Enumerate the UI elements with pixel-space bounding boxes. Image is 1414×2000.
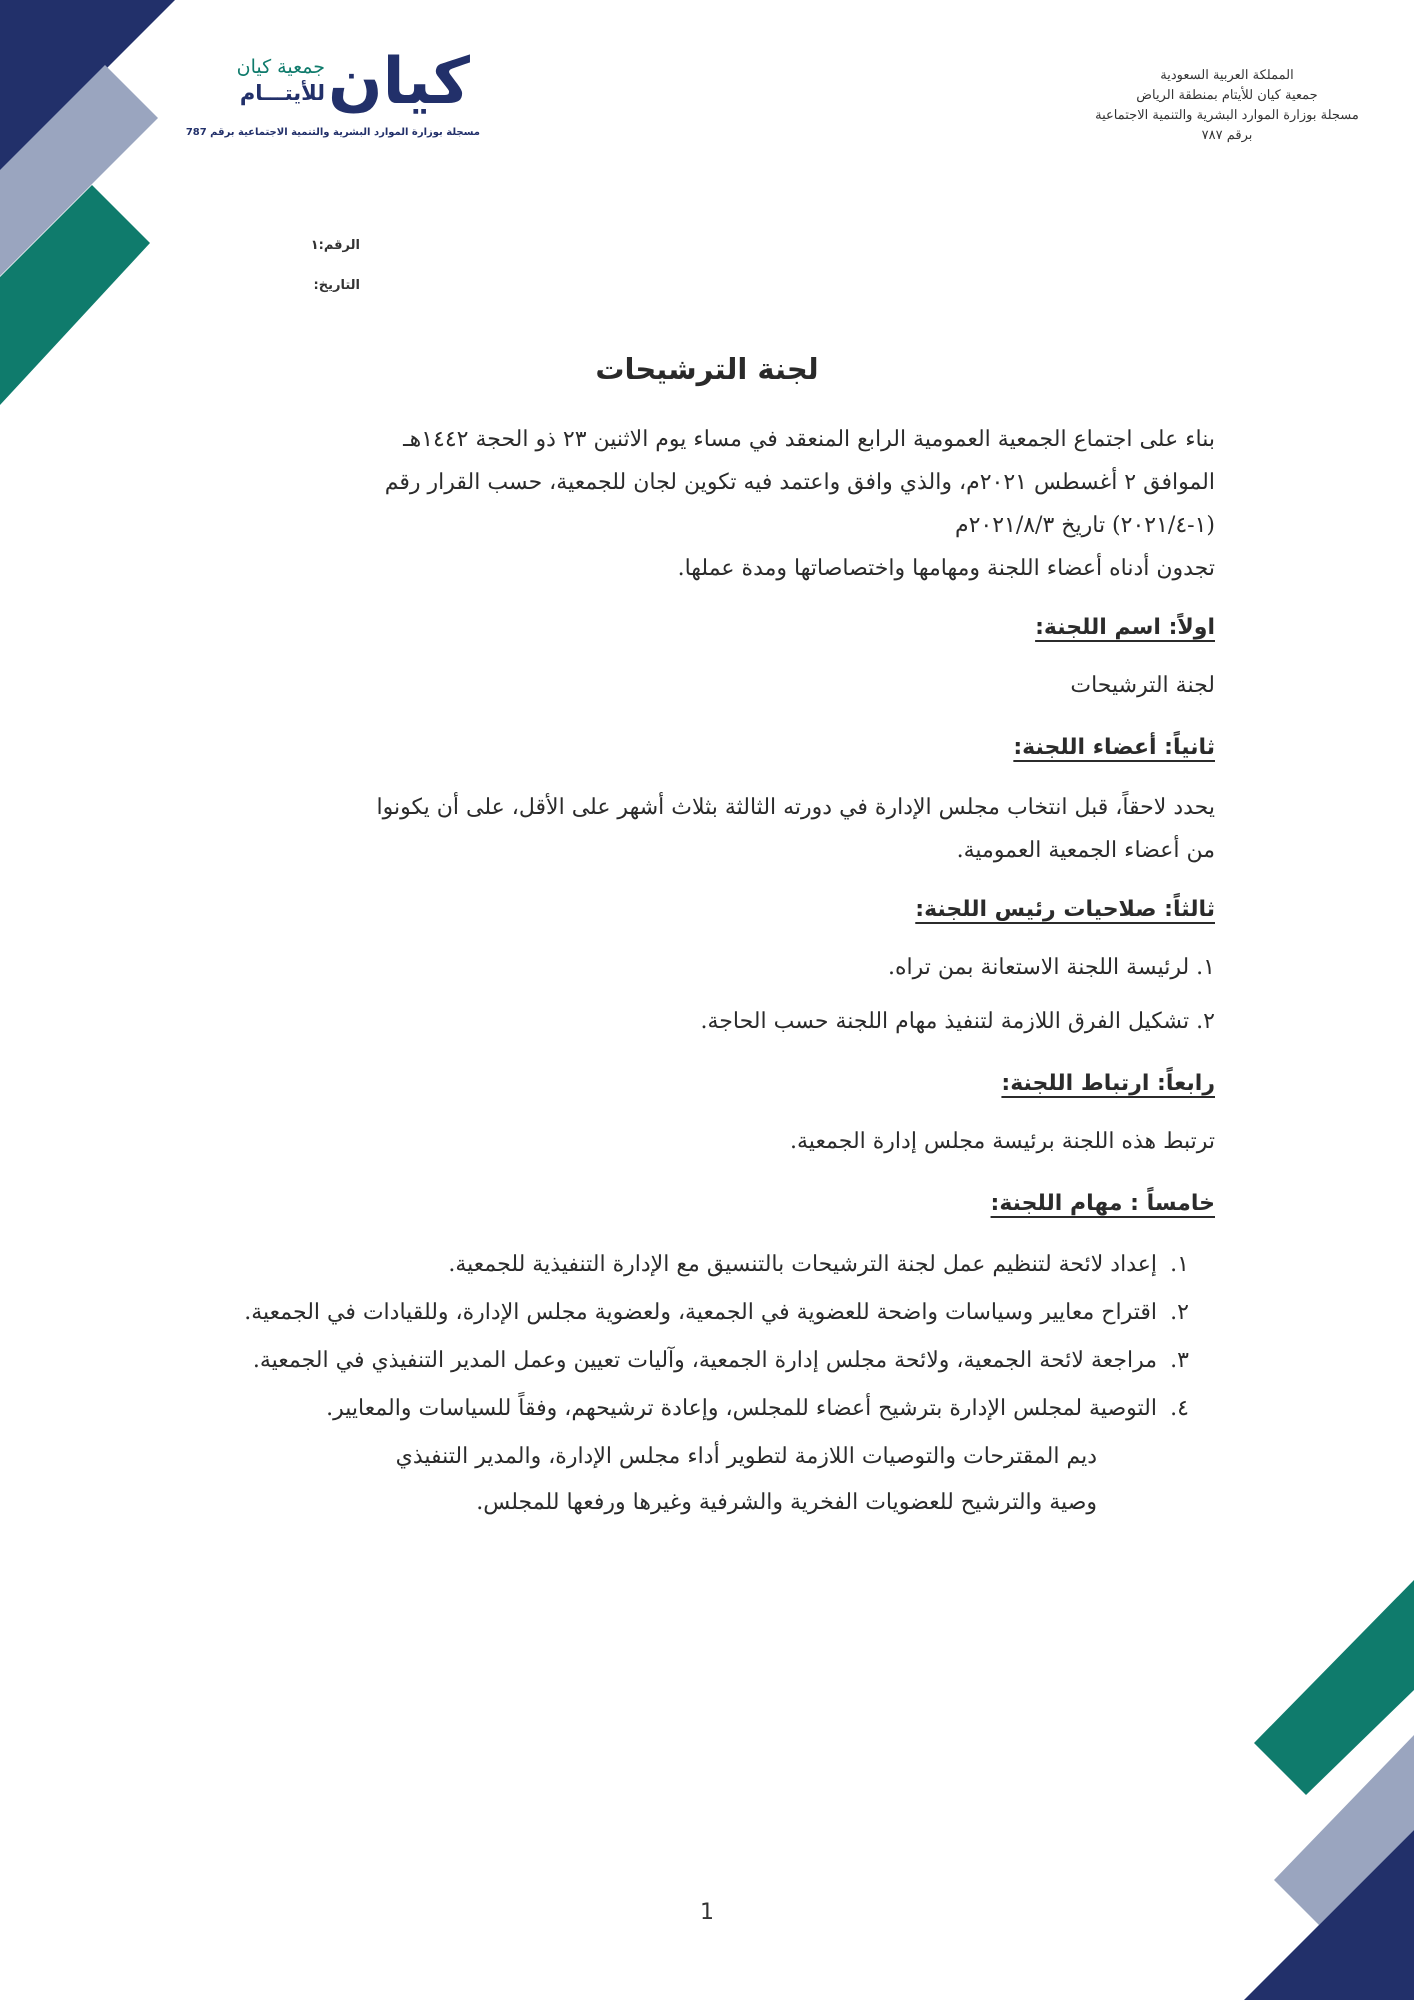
org-name: جمعية كيان للأيتام بمنطقة الرياض — [1136, 88, 1318, 103]
logo-name-line1: جمعية كيان — [236, 56, 325, 78]
list-item — [210, 1338, 1215, 1384]
task-continuation-line-1: ديم المقترحات والتوصيات اللازمة لتطوير أداء مجلس الإدارة، والمدير التنفيذي — [395, 1444, 1097, 1469]
intro-line-3: (١-٢٠٢١/٤) تاريخ ٢٠٢١/٨/٣م — [954, 513, 1215, 538]
list-item — [210, 1290, 1215, 1336]
committee-members-line-2: من أعضاء الجمعية العمومية. — [956, 838, 1215, 863]
chair-power-item-2: ٢. تشكيل الفرق اللازمة لتنفيذ مهام اللجنة حسب الحاجة. — [700, 1009, 1215, 1034]
section-heading-committee-members: ثانياً: أعضاء اللجنة: — [1013, 735, 1215, 760]
document-body — [210, 418, 1215, 1526]
intro-line-1: بناء على اجتماع الجمعية العمومية الرابع المنعقد في مساء يوم الاثنين ٢٣ ذو الحجة ١٤٤٢هـ — [403, 427, 1215, 452]
organization-header-block — [1062, 66, 1392, 146]
page-number: 1 — [700, 1900, 714, 1925]
section-heading-chair-powers: ثالثاً: صلاحيات رئيس اللجنة: — [915, 897, 1215, 922]
task-text: إعداد لائحة لتنظيم عمل لجنة الترشيحات بالتنسيق مع الإدارة التنفيذية للجمعية. — [448, 1252, 1157, 1277]
org-registration-number: برقم ٧٨٧ — [1201, 128, 1253, 143]
task-text: اقتراح معايير وسياسات واضحة للعضوية في الجمعية، ولعضوية مجلس الإدارة، وللقيادات في الجمعية. — [244, 1300, 1157, 1325]
logo-name-line2: للأيتـــام — [239, 80, 325, 105]
organization-logo — [185, 45, 480, 145]
committee-name-text: لجنة الترشيحات — [1070, 673, 1215, 698]
logo-registration-text: مسجلة بوزارة الموارد البشرية والتنمية الاجتماعية برقم 787 — [185, 127, 480, 138]
committee-link-text: ترتبط هذه اللجنة برئيسة مجلس إدارة الجمعية. — [790, 1129, 1215, 1154]
task-number: ١. — [1170, 1252, 1189, 1277]
reference-date-label: التاريخ: — [313, 278, 360, 293]
task-number: ٣. — [1170, 1348, 1189, 1373]
committee-members-line-1: يحدد لاحقاً، قبل انتخاب مجلس الإدارة في دورته الثالثة بثلاث أشهر على الأقل، على أن يكونوا — [376, 795, 1215, 820]
org-registration: مسجلة بوزارة الموارد البشرية والتنمية الاجتماعية — [1095, 108, 1359, 123]
list-item — [210, 1242, 1215, 1288]
intro-line-4: تجدون أدناه أعضاء اللجنة ومهامها واختصاصاتها ومدة عملها. — [677, 556, 1215, 581]
chair-power-item-1: ١. لرئيسة اللجنة الاستعانة بمن تراه. — [888, 955, 1215, 980]
reference-fields — [250, 226, 360, 306]
section-heading-committee-tasks: خامساً : مهام اللجنة: — [990, 1191, 1215, 1216]
committee-task-list — [210, 1242, 1215, 1432]
logo-wordmark: كيان — [328, 45, 470, 119]
task-number: ٢. — [1170, 1300, 1189, 1325]
task-number: ٤. — [1170, 1396, 1189, 1421]
task-text: التوصية لمجلس الإدارة بترشيح أعضاء للمجلس، وإعادة ترشيحهم، وفقاً للسياسات والمعايير. — [326, 1396, 1157, 1421]
logo-name — [215, 56, 325, 106]
section-heading-committee-link: رابعاً: ارتباط اللجنة: — [1001, 1071, 1215, 1096]
document-title: لجنة الترشيحات — [595, 352, 819, 386]
intro-line-2: الموافق ٢ أغسطس ٢٠٢١م، والذي وافق واعتمد فيه تكوين لجان للجمعية، حسب القرار رقم — [384, 470, 1215, 495]
reference-number-label: الرقم:١ — [310, 238, 360, 253]
task-continuation-line-2: وصية والترشيح للعضويات الفخرية والشرفية وغيرها ورفعها للمجلس. — [476, 1490, 1097, 1515]
section-heading-committee-name: اولاً: اسم اللجنة: — [1035, 615, 1215, 640]
list-item — [210, 1386, 1215, 1432]
org-country: المملكة العربية السعودية — [1160, 68, 1294, 83]
corner-decoration-bottom-right — [1214, 1580, 1414, 2000]
task-text: مراجعة لائحة الجمعية، ولائحة مجلس إدارة الجمعية، وآليات تعيين وعمل المدير التنفيذي في الجمعية. — [252, 1348, 1157, 1373]
